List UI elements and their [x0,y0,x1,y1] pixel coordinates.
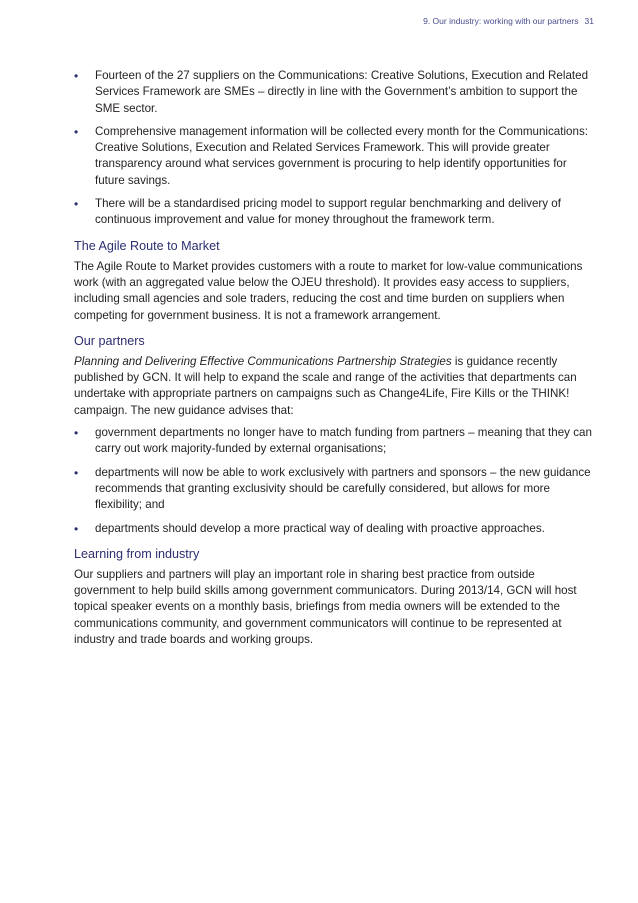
agile-heading: The Agile Route to Market [74,238,220,253]
partners-paragraph [74,354,594,419]
list-item [74,465,594,514]
bullet-icon: • [74,521,79,536]
bullet-text: There will be a standardised pricing model to support regular benchmarking and delivery of continuous improvement and value for money throughout the framework term. [95,197,561,227]
page-number: 31 [584,16,594,26]
list-item [74,425,594,458]
bullet-icon: • [74,69,79,83]
bullet-icon: • [74,124,79,139]
bullet-text: Fourteen of the 27 suppliers on the Communications: Creative Solutions, Execution and Related Services Framework are SMEs – directly in line with the Government’s ambition to support the SME sector. [95,69,589,115]
bullet-icon: • [74,465,79,480]
bullet-icon: • [74,426,79,441]
list-item [74,521,594,537]
running-header [423,16,594,26]
guidance-title: Planning and Delivering Effective Communications Partnership Strategies [74,354,452,368]
list-item [74,196,594,229]
bullet-icon: • [74,197,79,212]
bullet-text: Comprehensive management information will be collected every month for the Communications: Creative Solutions, Execution and Related Services Framework. This will provide greater transparency around what services government is procuring to help identify opportunities for future savings. [95,124,588,187]
agile-paragraph: The Agile Route to Market provides customers with a route to market for low-value communications work (with an aggregated value below the OJEU threshold). It provides easy access to suppliers, including small agencies and sole traders, reducing the cost and time burden on suppliers when competing for government business. It is not a framework arrangement. [74,259,583,322]
bullet-text: departments should develop a more practical way of dealing with proactive approaches. [95,521,545,535]
list-item [74,68,594,117]
partners-heading: Our partners [74,333,145,348]
partners-paragraph-text: is guidance recently published by GCN. It will help to expand the scale and range of the activities that departments can undertake with appropriate partners on campaigns such as Change4Life, Fire Kills or the THINK! campaign. The new guidance advises that: [74,354,577,417]
learning-paragraph: Our suppliers and partners will play an important role in sharing best practice from outside government to help build skills among government communicators. During 2013/14, GCN will host topical speaker events on a monthly basis, briefings from media owners will be extended to the communications community, and government communicators will continue to be represented at industry and trade boards and working groups. [74,567,577,647]
bullet-text: government departments no longer have to match funding from partners – meaning that they can carry out work majority-funded by external organisations; [95,426,592,456]
list-item [74,124,594,189]
header-section-title: 9. Our industry: working with our partners [423,16,579,26]
page-content [74,68,594,654]
learning-heading: Learning from industry [74,546,200,561]
bullet-text: departments will now be able to work exclusively with partners and sponsors – the new guidance recommends that granting exclusivity should be carefully considered, but allows for more flexibility; and [95,465,591,512]
